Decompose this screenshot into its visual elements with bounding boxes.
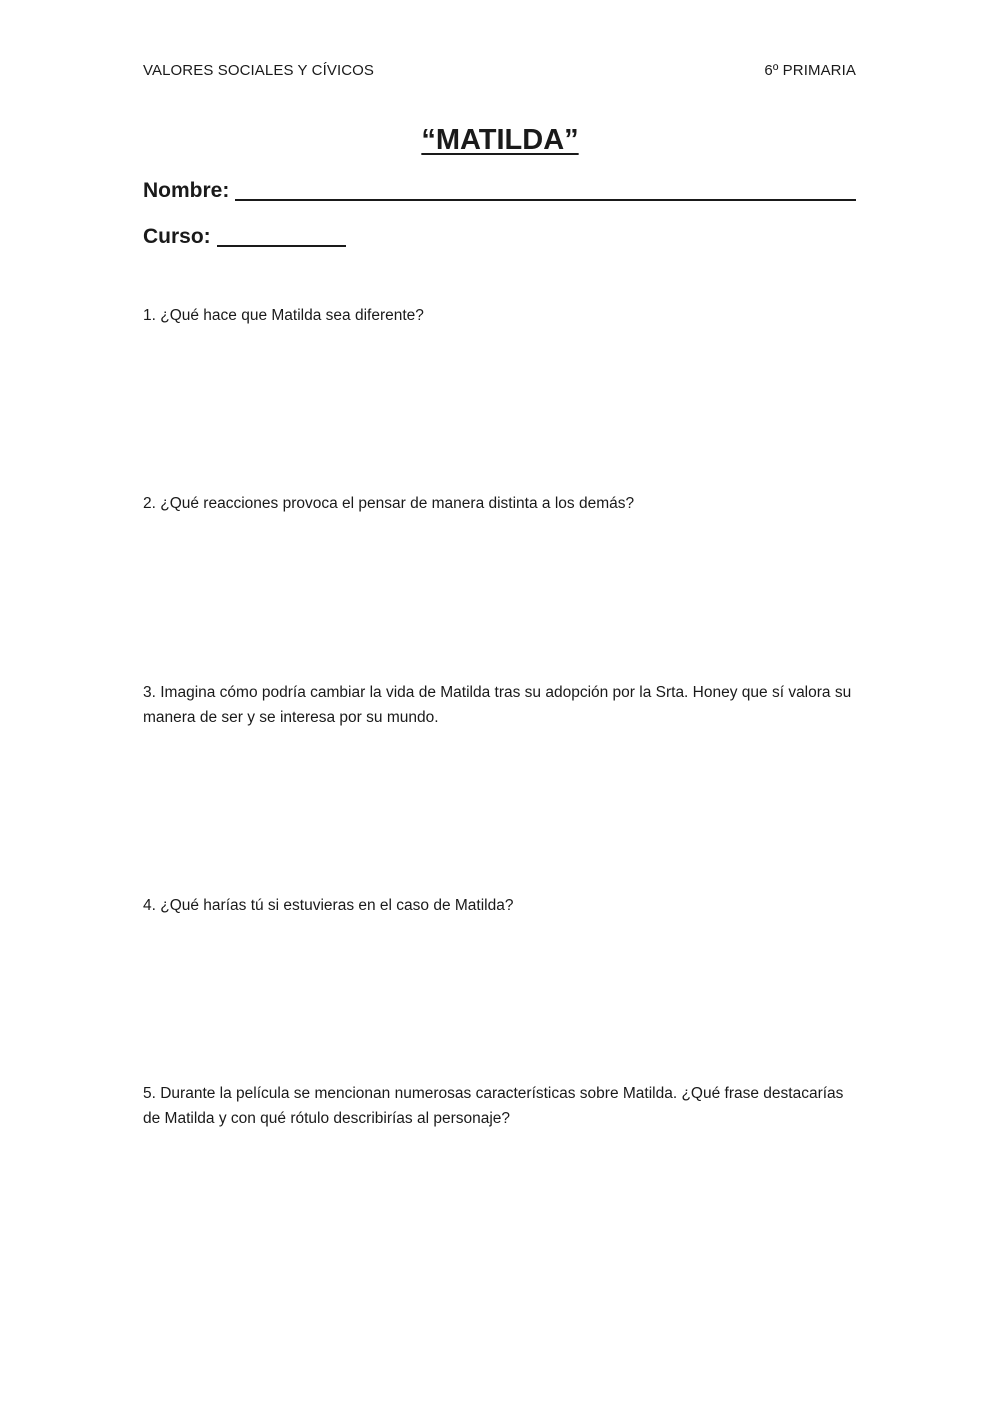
question-3: 3. Imagina cómo podría cambiar la vida de Matilda tras su adopción por la Srta. Honey que sí valora su manera de ser y se interesa por su mundo. [143,684,852,726]
course-label: Curso: [143,225,211,248]
course-field[interactable] [143,223,346,251]
header-grade: 6º PRIMARIA [764,62,856,79]
question-1: 1. ¿Qué hace que Matilda sea diferente? [143,307,424,324]
question-5: 5. Durante la película se mencionan numerosas características sobre Matilda. ¿Qué frase destacarías de Matilda y con qué rótulo describirías al personaje? [143,1085,844,1127]
name-field[interactable] [143,177,856,205]
name-label: Nombre: [143,179,230,202]
question-2: 2. ¿Qué reacciones provoca el pensar de manera distinta a los demás? [143,495,635,512]
question-4: 4. ¿Qué harías tú si estuvieras en el caso de Matilda? [143,897,514,914]
worksheet-title: “MATILDA” [421,124,579,156]
name-blank-line[interactable] [235,199,856,201]
course-blank-line[interactable] [217,245,346,247]
header-subject: VALORES SOCIALES Y CÍVICOS [143,62,375,79]
